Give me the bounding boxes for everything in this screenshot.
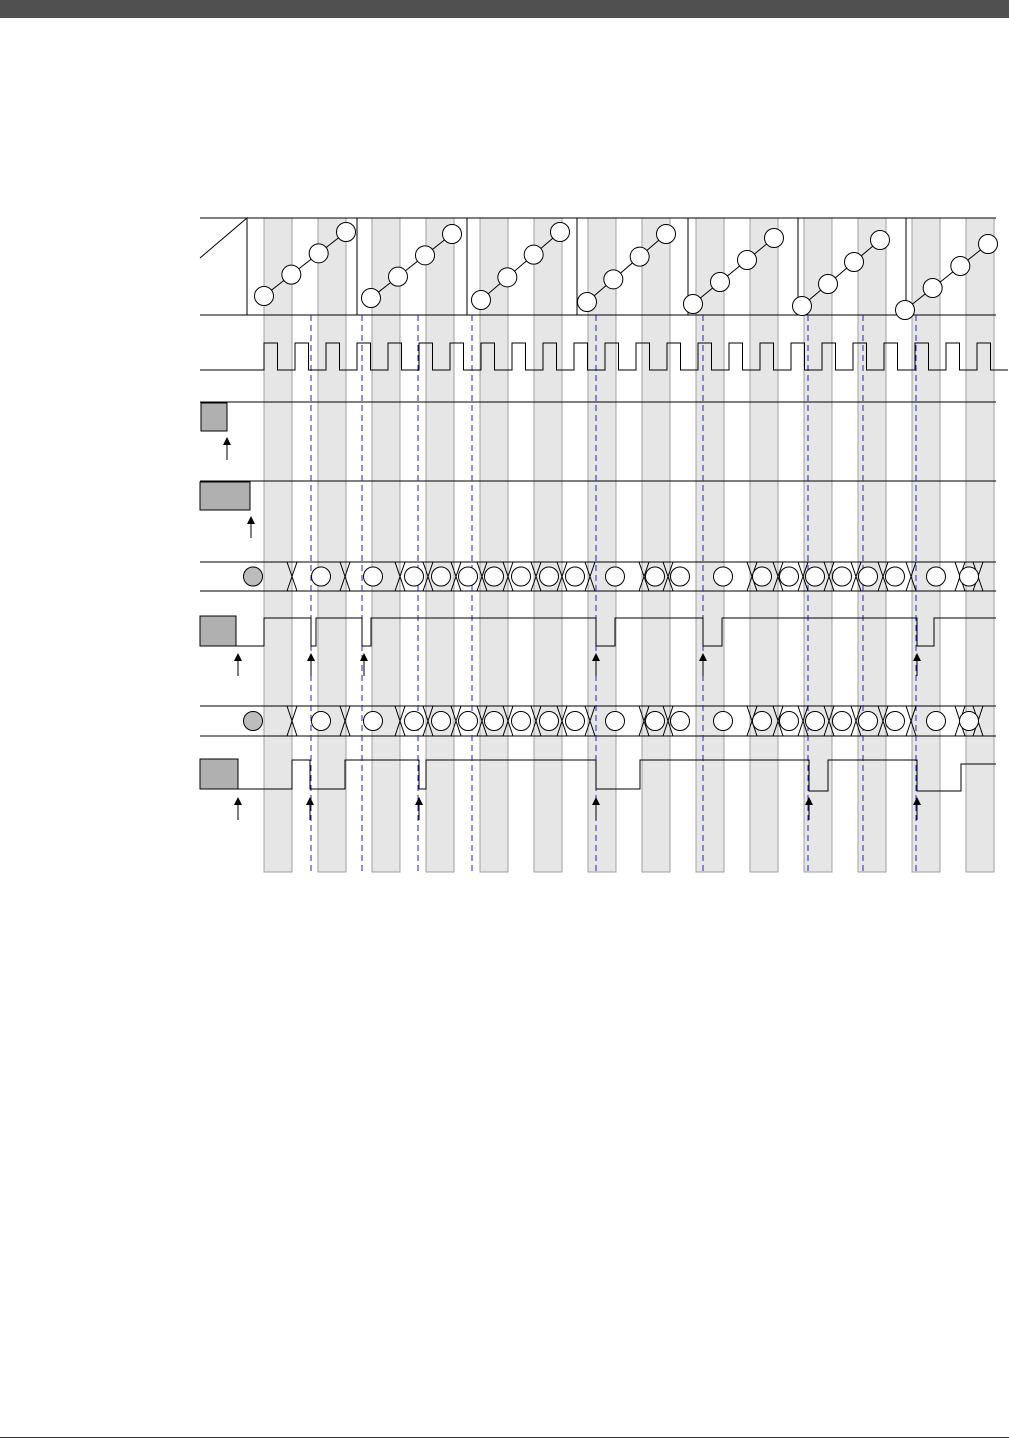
ramp-sample-circle: [362, 289, 381, 308]
ramp-sample-circle: [578, 293, 597, 312]
bus-value-circle: [459, 567, 478, 586]
bus-value-circle: [714, 567, 733, 586]
edge-arrow-head: [223, 437, 231, 445]
ramp-sample-circle: [819, 275, 838, 294]
bus-value-circle: [566, 712, 585, 731]
bus-value-circle: [646, 567, 665, 586]
ramp-lead: [200, 218, 247, 315]
shade-band: [966, 218, 994, 872]
shade-band: [642, 218, 670, 872]
bus-value-circle: [540, 567, 559, 586]
bus-value-circle: [405, 712, 424, 731]
bus-value-circle: [512, 567, 531, 586]
ramp-sample-circle: [255, 287, 274, 306]
label-box: [201, 403, 227, 431]
bus-value-circle: [833, 712, 852, 731]
bus-value-circle: [859, 567, 878, 586]
bus-value-circle: [606, 567, 625, 586]
bus-value-circle: [606, 712, 625, 731]
label-box: [200, 616, 236, 646]
ramp-sample-circle: [738, 251, 757, 270]
label-box: [200, 759, 238, 789]
bus-value-circle: [312, 712, 331, 731]
ramp-sample-circle: [765, 229, 784, 248]
bus-value-circle: [512, 712, 531, 731]
ramp-sample-circle: [923, 279, 942, 298]
ramp-sample-circle: [416, 246, 435, 265]
ramp-sample-circle: [657, 225, 676, 244]
bus-value-circle: [485, 567, 504, 586]
edge-arrow-head: [247, 516, 255, 524]
edge-arrow-head: [234, 797, 242, 805]
ramp-sample-circle: [498, 268, 517, 287]
edge-arrow-head: [307, 653, 315, 661]
bus-value-circle: [312, 567, 331, 586]
ramp-sample-circle: [871, 231, 890, 250]
bus-value-circle: [753, 567, 772, 586]
shade-band: [318, 218, 346, 872]
bus-value-circle: [566, 567, 585, 586]
bus-value-circle: [927, 567, 946, 586]
bus-value-circle: [364, 567, 383, 586]
bus-value-circle: [833, 567, 852, 586]
bus-gray-dot: [244, 567, 263, 586]
shade-band: [264, 218, 292, 872]
bus-value-circle: [927, 712, 946, 731]
shade-band: [858, 218, 886, 872]
ramp-sample-circle: [524, 245, 543, 264]
bus-value-circle: [960, 712, 979, 731]
bus-value-circle: [485, 712, 504, 731]
bus-value-circle: [859, 712, 878, 731]
bus-value-circle: [960, 567, 979, 586]
bus-value-circle: [540, 712, 559, 731]
ramp-sample-circle: [711, 273, 730, 292]
bus-value-circle: [432, 712, 451, 731]
bus-value-circle: [646, 712, 665, 731]
bus-value-circle: [780, 567, 799, 586]
ramp-sample-circle: [845, 253, 864, 272]
shade-band: [480, 218, 508, 872]
bus-value-circle: [714, 712, 733, 731]
ramp-sample-circle: [951, 257, 970, 276]
ramp-sample-circle: [472, 291, 491, 310]
ramp-sample-circle: [337, 223, 356, 242]
ramp-sample-circle: [282, 265, 301, 284]
label-boxes: [200, 403, 250, 789]
bus-value-circle: [432, 567, 451, 586]
ramp-sample-circle: [896, 301, 915, 320]
shade-band: [696, 218, 724, 872]
bus-value-circle: [806, 712, 825, 731]
ramp-sample-circle: [684, 295, 703, 314]
edge-arrow-head: [306, 797, 314, 805]
bus-value-circle: [886, 712, 905, 731]
bus-value-circle: [671, 712, 690, 731]
edge-arrow-head: [415, 797, 423, 805]
ramp-sample-circle: [443, 225, 462, 244]
bus-value-circle: [364, 712, 383, 731]
bus-value-circle: [671, 567, 690, 586]
bus-value-circle: [753, 712, 772, 731]
ramp-sample-circle: [551, 223, 570, 242]
bus-value-circle: [780, 712, 799, 731]
shade-band: [534, 218, 562, 872]
bus-value-circle: [405, 567, 424, 586]
ramp-sample-circle: [309, 244, 328, 263]
edge-arrow-head: [360, 653, 368, 661]
ramp-sample-circle: [389, 267, 408, 286]
ramp-sample-circle: [793, 297, 812, 316]
ramp-sample-circle: [604, 270, 623, 289]
bus-gray-dot: [244, 712, 263, 731]
shade-band: [372, 218, 400, 872]
ramp-sample-circle: [630, 247, 649, 266]
shade-band: [750, 218, 778, 872]
header-chevron: [0, 0, 1009, 18]
bus-value-circle: [806, 567, 825, 586]
shade-band: [426, 218, 454, 872]
edge-arrow-head: [234, 653, 242, 661]
bus-value-circle: [459, 712, 478, 731]
ramp-sample-circle: [979, 235, 998, 254]
shaded-bands: [264, 218, 994, 872]
bus-value-circle: [886, 567, 905, 586]
label-box: [200, 482, 250, 510]
shade-band: [588, 218, 616, 872]
